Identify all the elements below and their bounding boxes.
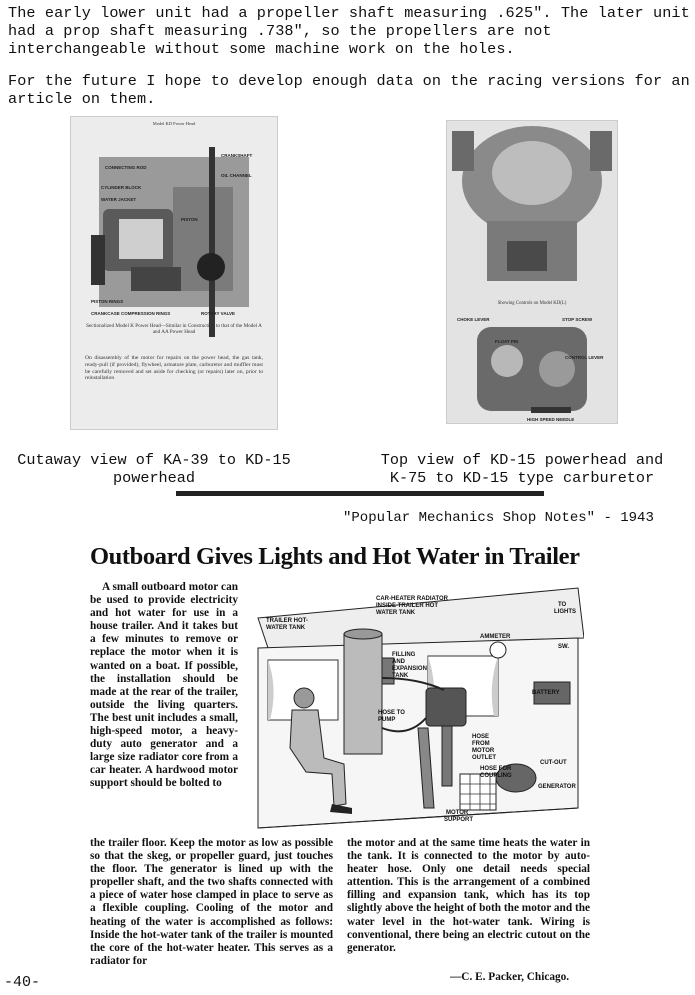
label-support-2: SUPPORT [444,817,474,823]
label-hose-coupling-2: COUPLING [480,773,512,779]
article-column-right: the motor and at the same time heats the water in the tank. It is connected to the motor by auto-heater hose. Only one detail needs special attention. This is the arrangement of a combined filling and expansion tank, which has its top slightly above the height of both the motor and the water level in the hot-water tank. Wiring is conventional, there being an electric cutout on the generator. [347,837,590,954]
label-filling-4: TANK [392,673,409,679]
label-radiator-2: INSIDE TRAILER HOT [376,603,439,609]
cutaway-inner-caption-2: On disassembly of the motor for repairs on the power head, the gas tank, ready-pull (if provided), flywheel, armature plate, carburetor and muffler must be carefully removed and set aside for checking (or repairs) later on, prior to reinstallation [85,355,263,382]
label-ammeter: AMMETER [480,634,511,640]
cutaway-label-2: CRANKSHAFT [221,153,253,158]
topview-label-1: CHOKE LEVER [457,317,490,322]
label-hose-coupling-1: HOSE FOR [480,766,512,772]
trailer-illustration [248,578,584,836]
label-hose-motor-2: FROM [472,741,490,747]
label-tank-1: TRAILER HOT- [266,618,308,624]
topview-photo [446,120,618,424]
cutaway-label-4: CYLINDER BLOCK [101,185,142,190]
cutaway-caption [0,451,308,487]
article-byline: —C. E. Packer, Chicago. [450,971,570,983]
label-battery: BATTERY [532,690,560,696]
label-radiator-1: CAR-HEATER RADIATOR [376,596,448,602]
cutaway-photo [70,116,278,430]
cutaway-label-7: PISTON RINGS [91,299,124,304]
cutaway-label-1: CONNECTING ROD [105,165,147,170]
label-generator: GENERATOR [538,784,576,790]
cutaway-title: Model KD Power Head [152,121,196,126]
cutaway-inner-caption-1: Sectionalized Model K Power Head—Similar in Construction to that of the Model A and AA Power Head [86,323,262,336]
intro-text [8,4,692,108]
cutaway-drawing [71,117,277,429]
article-column-narrow: A small outboard motor can be used to provide electricity and hot water for use in a house trailer. And it takes but a few minutes to remove or replace the motor when it is wanted on a boat. If possible, the installation should be made at the rear of the trailer, outside the living quarters. The best unit includes a small, high-speed motor, a heavy-duty auto generator and a large size radiator core from a car heater. A hardwood motor support should be bolted to [90,581,238,790]
cutaway-label-9: ROTARY VALVE [201,311,236,316]
label-hose-motor-4: OUTLET [472,755,496,761]
label-cutout: CUT-OUT [540,760,567,766]
topview-label-2: STOP SCREW [562,317,593,322]
cutaway-label-5: WATER JACKET [101,197,137,202]
label-lights-2: LIGHTS [554,609,576,615]
label-support-1: MOTOR [446,810,469,816]
topview-label-5: HIGH SPEED NEEDLE [527,417,575,422]
label-switch: SW. [558,644,570,650]
topview-caption-line-1: Top view of KD-15 powerhead and [380,451,664,469]
topview-label-3: FLOAT PIN [495,339,519,344]
label-filling-3: EXPANSION [392,666,427,672]
divider-rule [176,491,544,496]
trailer-drawing [248,578,584,836]
cutaway-label-3: OIL CHANNEL [221,173,252,178]
label-filling-2: AND [392,659,405,665]
page-number: -40- [4,974,41,991]
label-hose-pump-1: HOSE TO [378,710,405,716]
label-lights-1: TO [558,602,567,608]
label-radiator-3: WATER TANK [376,610,416,616]
article-headline: Outboard Gives Lights and Hot Water in Trailer [90,543,580,570]
citation: "Popular Mechanics Shop Notes" - 1943 [343,510,654,526]
label-hose-motor-1: HOSE [472,734,490,740]
article-column-left: the trailer floor. Keep the motor as low as possible so that the skeg, or propeller guard, just touches the floor. The generator is lined up with the propeller shaft, and the two shafts connected with a piece of water hose clamped in place to serve as a flexible coupling. Cooling of the motor and heating of the water is accomplished as follows: Inside the hot-water tank of the trailer is mounted the core of the hot-water heater. This serves as a radiator for [90,837,333,967]
topview-caption-line-2: K-75 to KD-15 type carburetor [389,469,655,487]
topview-drawing [447,121,617,423]
intro-paragraph-1: The early lower unit had a propeller shaft measuring .625". The later unit had a prop shaft measuring .738", so the propellers are not interchangeable without some machine work on the holes. [8,4,690,58]
topview-label-4: CONTROL LEVER [565,355,604,360]
cutaway-label-8: CRANKCASE COMPRESSION RINGS [91,311,171,316]
topview-mid-caption: Showing Controls on Model KD(L) [497,301,567,306]
label-tank-2: WATER TANK [266,625,306,631]
cutaway-caption-line-2: powerhead [112,469,196,487]
cutaway-caption-line-1: Cutaway view of KA-39 to KD-15 [17,451,291,469]
intro-paragraph-2: For the future I hope to develop enough data on the racing versions for an article on them. [8,72,690,108]
label-hose-pump-2: PUMP [378,717,396,723]
label-filling-1: FILLING [392,652,416,658]
cutaway-label-6: PISTON [181,217,198,222]
topview-caption [366,451,678,487]
label-hose-motor-3: MOTOR [472,748,495,754]
